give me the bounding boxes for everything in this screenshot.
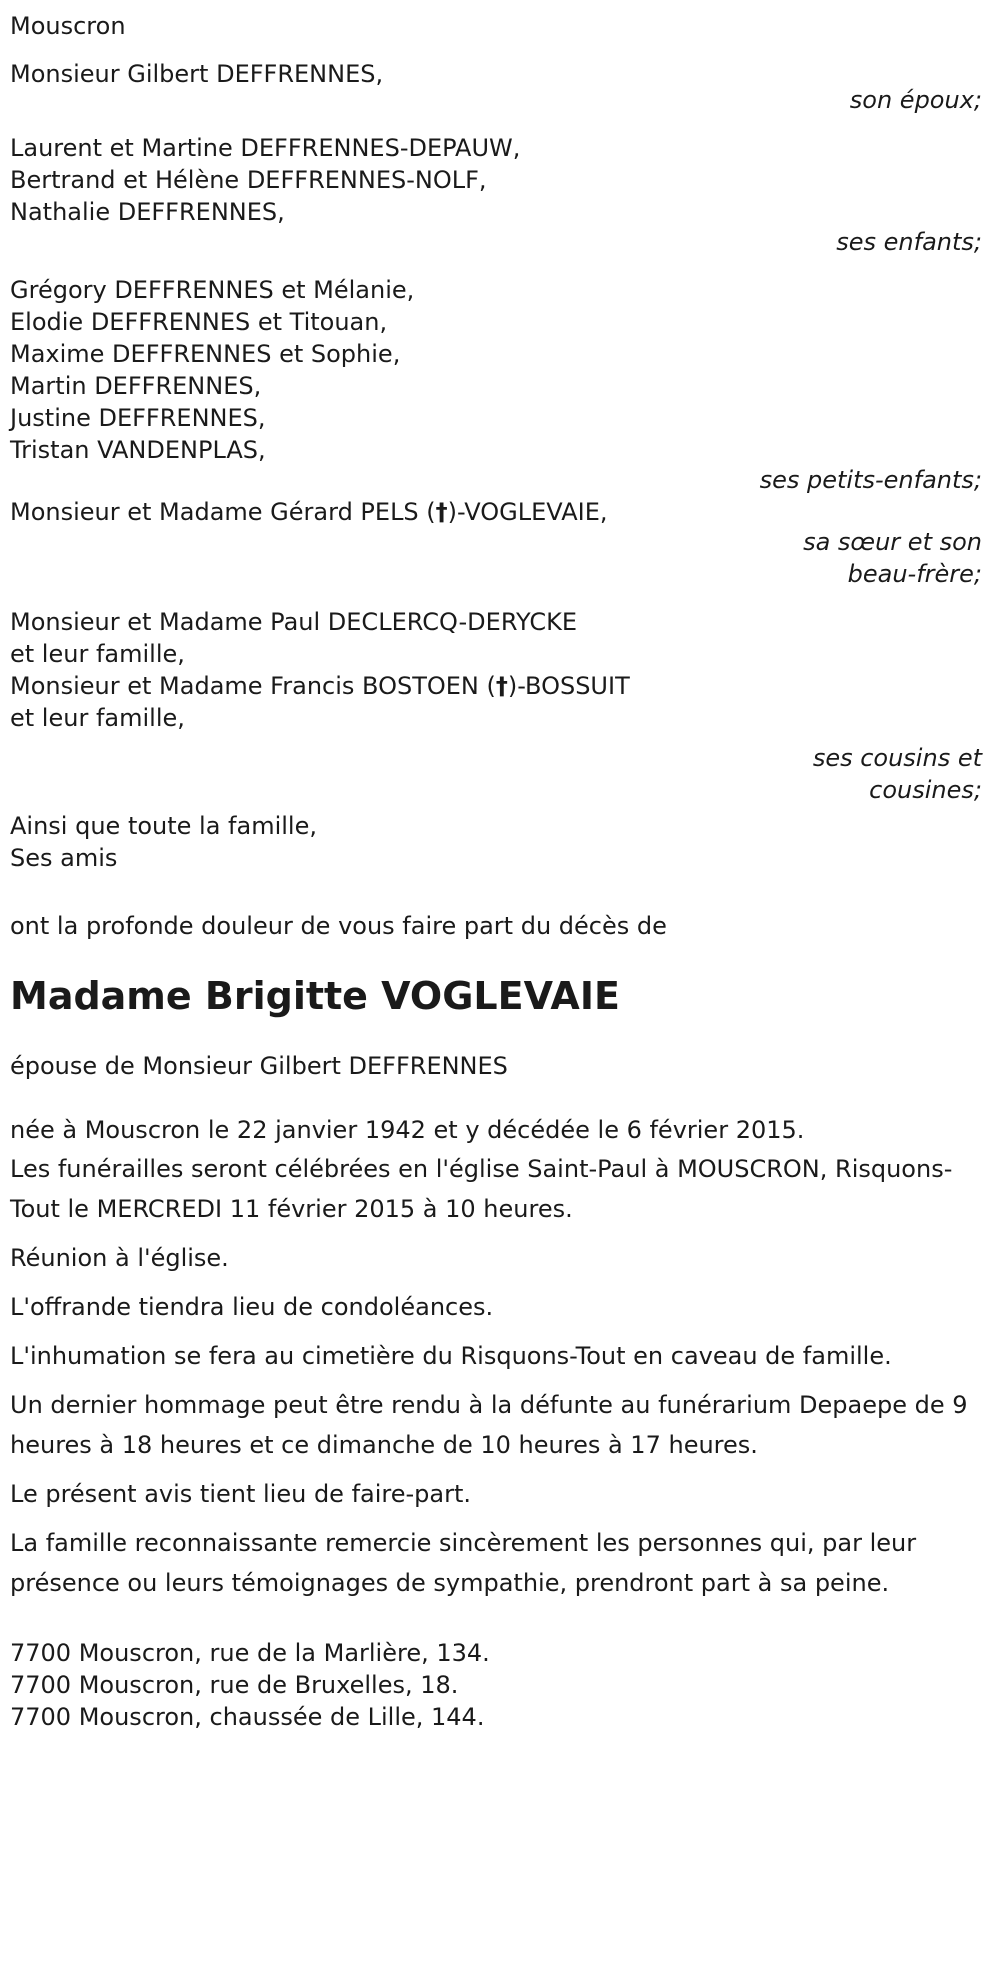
detail-paragraph: Le présent avis tient lieu de faire-part. [10,1480,472,1508]
cross-icon: † [495,672,508,700]
child-line: Bertrand et Hélène DEFFRENNES-NOLF, [10,166,487,194]
children-role: ses enfants; [836,228,982,256]
sister-text-pre: Monsieur et Madame Gérard PELS ( [10,498,436,526]
cousin-line: et leur famille, [10,640,185,668]
addresses [10,1633,982,1737]
grandchild-line: Martin DEFFRENNES, [10,372,262,400]
obituary-notice [10,6,982,1737]
cousins-list [10,602,982,738]
birth-death: née à Mouscron le 22 janvier 1942 et y décédée le 6 février 2015. [10,1116,805,1144]
address-line: 7700 Mouscron, rue de la Marlière, 134. [10,1639,490,1667]
address-line: 7700 Mouscron, rue de Bruxelles, 18. [10,1671,459,1699]
others-line: Ainsi que toute la famille, [10,812,317,840]
deceased-name: Madame Brigitte VOGLEVAIE [10,974,620,1018]
detail-paragraph: La famille reconnaissante remercie sincèrement les personnes qui, par leur présence ou leurs témoignages de sympathie, prendront part à sa peine. [10,1529,917,1597]
spouse-of: épouse de Monsieur Gilbert DEFFRENNES [10,1052,508,1080]
grandchild-line: Elodie DEFFRENNES et Titouan, [10,308,388,336]
grandchildren-list [10,270,982,470]
spouse-name: Monsieur Gilbert DEFFRENNES, [10,60,384,88]
others-list [10,806,982,878]
grandchild-line: Grégory DEFFRENNES et Mélanie, [10,276,415,304]
header-city: Mouscron [10,12,126,40]
sister-role-line-1: sa sœur et son [803,528,982,556]
grandchildren-role: ses petits-enfants; [759,466,982,494]
cousin-line: Monsieur et Madame Paul DECLERCQ-DERYCKE [10,608,577,636]
child-line: Nathalie DEFFRENNES, [10,198,285,226]
cousins-role-line-2: cousines; [869,776,982,804]
grandchild-line: Tristan VANDENPLAS, [10,436,266,464]
detail-paragraph: L'offrande tiendra lieu de condoléances. [10,1293,494,1321]
cross-icon: † [435,498,448,526]
grandchild-line: Justine DEFFRENNES, [10,404,266,432]
detail-paragraph: Les funérailles seront célébrées en l'église Saint-Paul à MOUSCRON, Risquons-Tout le MERCREDI 11 février 2015 à 10 heures. [10,1155,953,1223]
address-line: 7700 Mouscron, chaussée de Lille, 144. [10,1703,485,1731]
cousin-line: et leur famille, [10,704,185,732]
cousin-text-pre: Monsieur et Madame Francis BOSTOEN ( [10,672,496,700]
details-section [10,1149,982,1603]
cousin-text-post: )-BOSSUIT [507,672,630,700]
cousins-role-line-1: ses cousins et [812,744,982,772]
sister-role-line-2: beau-frère; [847,560,982,588]
sister-text-post: )-VOGLEVAIE, [447,498,608,526]
spouse-role: son époux; [849,86,982,114]
announcement-intro: ont la profonde douleur de vous faire part du décès de [10,912,667,940]
others-line: Ses amis [10,844,118,872]
children-list [10,128,982,232]
child-line: Laurent et Martine DEFFRENNES-DEPAUW, [10,134,521,162]
grandchild-line: Maxime DEFFRENNES et Sophie, [10,340,401,368]
detail-paragraph: Réunion à l'église. [10,1244,229,1272]
detail-paragraph: Un dernier hommage peut être rendu à la défunte au funérarium Depaepe de 9 heures à 18 heures et ce dimanche de 10 heures à 17 heures. [10,1391,968,1459]
detail-paragraph: L'inhumation se fera au cimetière du Risquons-Tout en caveau de famille. [10,1342,892,1370]
